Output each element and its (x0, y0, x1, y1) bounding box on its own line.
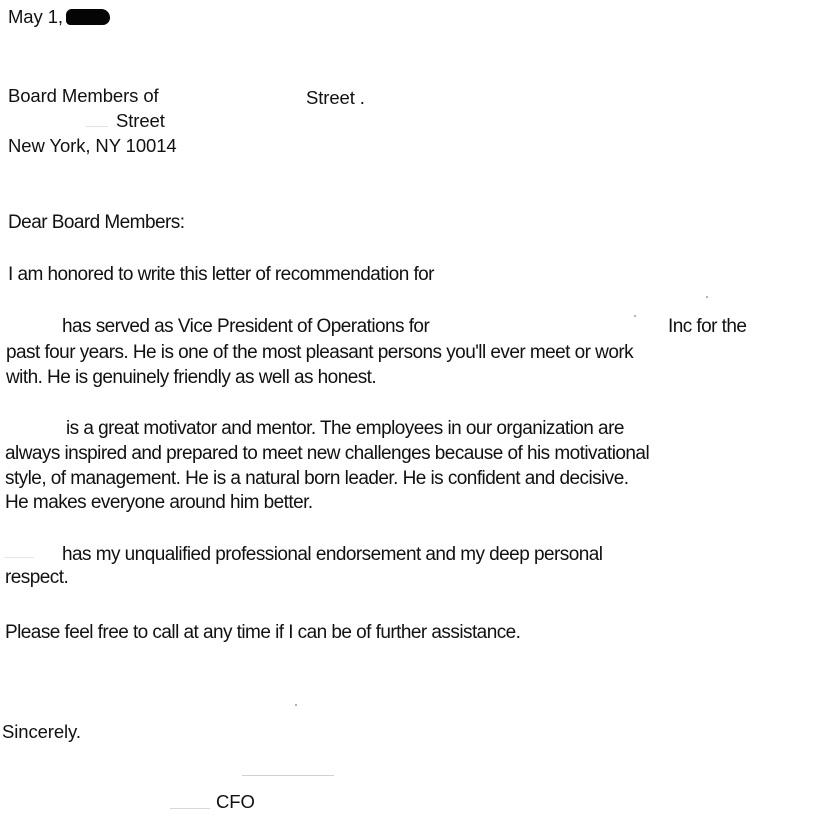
paragraph-5: Please feel free to call at any time if I can be of further assistance. (5, 622, 521, 643)
paragraph-3-line-1: is a great motivator and mentor. The employees in our organization are (66, 418, 624, 439)
redaction-trace (4, 557, 34, 558)
redacted-year (66, 9, 110, 25)
address-line-1-prefix: Board Members of (8, 85, 159, 106)
letter-date (8, 6, 110, 28)
signature-line (242, 775, 334, 776)
paragraph-2-line-1b: Inc for the (668, 316, 747, 337)
paragraph-3-line-2: always inspired and prepared to meet new challenges because of his motivational (5, 443, 650, 464)
redaction-trace (86, 126, 108, 127)
date-text: May 1, (8, 6, 63, 27)
paragraph-4-line-1: has my unqualified professional endorsement and my deep personal (62, 544, 603, 565)
redaction-trace (170, 808, 210, 809)
paragraph-2-line-1a: has served as Vice President of Operations for (62, 316, 430, 337)
paragraph-3-line-4: He makes everyone around him better. (5, 492, 313, 513)
scan-speck (706, 296, 708, 298)
address-line-2: Street (116, 110, 165, 131)
paragraph-1: I am honored to write this letter of recommendation for (8, 264, 434, 285)
scan-speck (295, 704, 297, 706)
paragraph-2-line-2: past four years. He is one of the most pleasant persons you'll ever meet or work (6, 342, 634, 363)
paragraph-4-line-2: respect. (5, 567, 69, 588)
address-line-3: New York, NY 10014 (8, 135, 177, 156)
closing: Sincerely. (2, 721, 81, 742)
signature-title: CFO (216, 791, 255, 812)
salutation: Dear Board Members: (8, 212, 185, 233)
paragraph-2-line-3: with. He is genuinely friendly as well as honest. (6, 367, 377, 388)
paragraph-3-line-3: style, of management. He is a natural born leader. He is confident and decisive. (5, 468, 629, 489)
address-line-1-suffix: Street . (306, 87, 365, 108)
scan-speck (634, 315, 636, 317)
